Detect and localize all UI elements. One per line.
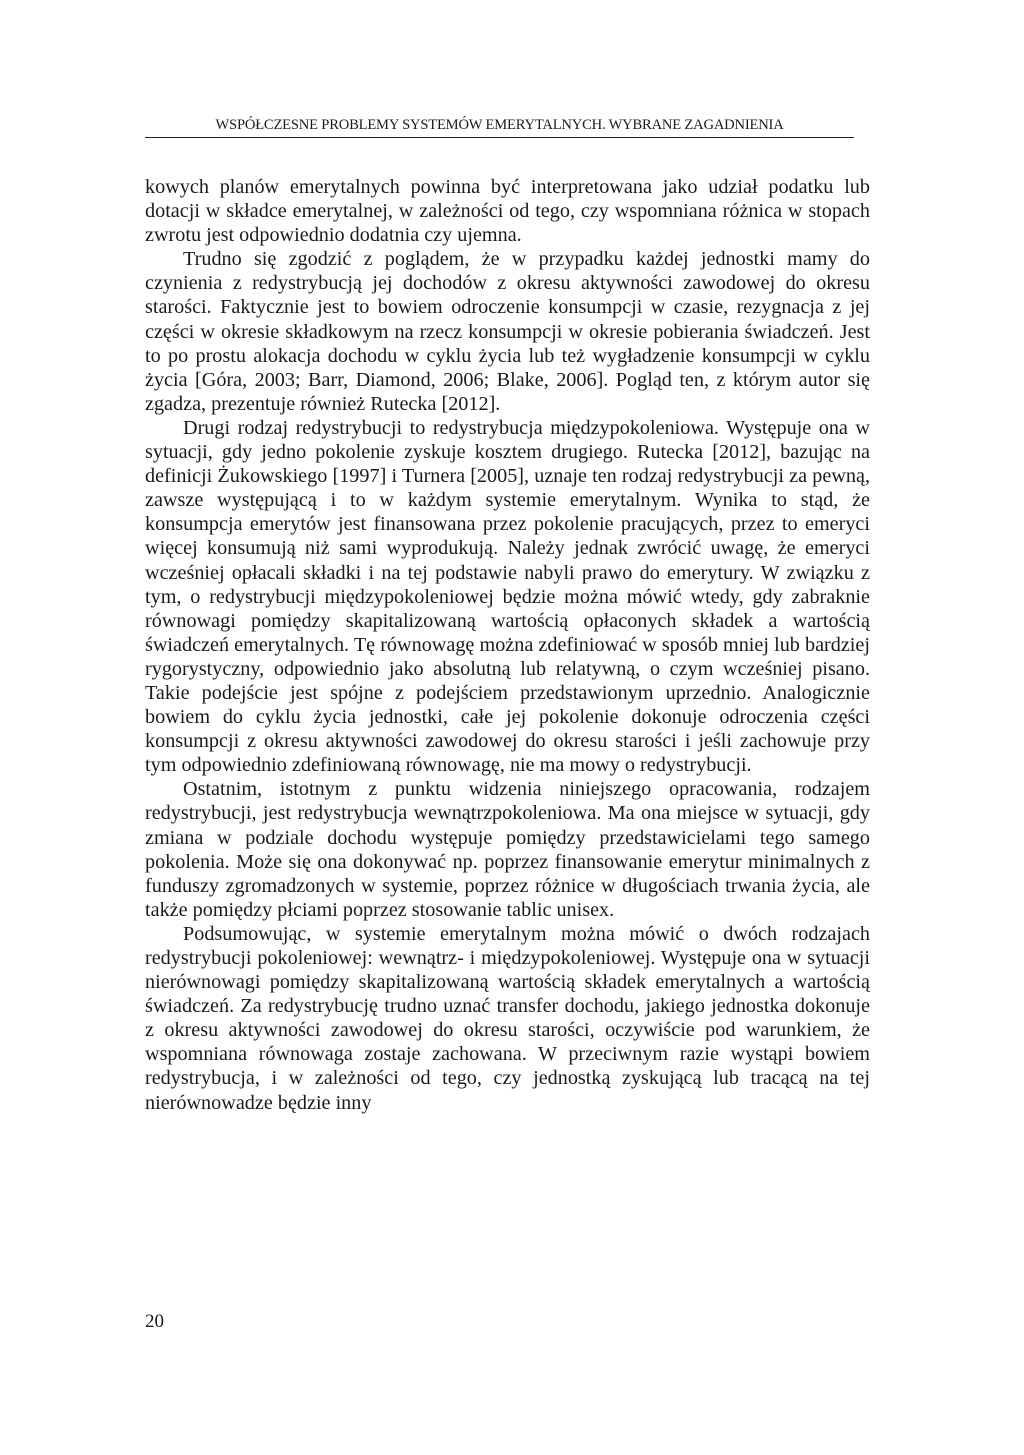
- paragraph-intragenerational-redistribution: Ostatnim, istotnym z punktu widzenia niniejszego opracowania, rodzajem redystrybucji, jest redystrybucja wewnątrzpokoleniowa. Ma ona miejsce w sytuacji, gdy zmiana w podziale dochodu występuje pomiędzy przedstawicielami tego samego pokolenia. Może się ona dokonywać np. poprzez finansowanie emerytur minimalnych z funduszy zgromadzonych w systemie, poprzez różnice w długościach trwania życia, ale także pomiędzy płciami poprzez stosowanie tablic unisex.: [145, 778, 870, 921]
- page-number: 20: [145, 1311, 164, 1332]
- header-rule: [145, 137, 854, 138]
- paragraph-summary: Podsumowując, w systemie emerytalnym można mówić o dwóch rodzajach redystrybucji pokoleniowej: wewnątrz- i międzypokoleniowej. Występuje ona w sytuacji nierównowagi pomiędzy skapitalizowaną wartością składek emerytalnych a wartością świadczeń. Za redystrybucję trudno uznać transfer dochodu, jakiego jednostka dokonuje z okresu aktywności zawodowej do okresu starości, oczywiście pod warunkiem, że wspomniana równowaga zostaje zachowana. W przeciwnym razie wystąpi bowiem redystrybucja, i w zależności od tego, czy jednostką zyskującą lub tracącą na tej nierównowadze będzie inny: [145, 922, 870, 1114]
- body-text: [145, 175, 870, 1115]
- paragraph-continuation: kowych planów emerytalnych powinna być interpretowana jako udział podatku lub dotacji w składce emerytalnej, w zależności od tego, czy wspomniana różnica w stopach zwrotu jest odpowiednio dodatnia czy ujemna.: [145, 176, 870, 247]
- running-header: WSPÓŁCZESNE PROBLEMY SYSTEMÓW EMERYTALNYCH. WYBRANE ZAGADNIENIA: [215, 117, 784, 133]
- paragraph-intergenerational-redistribution: Drugi rodzaj redystrybucji to redystrybucja międzypokoleniowa. Występuje ona w sytuacji, gdy jedno pokolenie zyskuje kosztem drugiego. Rutecka [2012], bazując na definicji Żukowskiego [1997] i Turnera [2005], uznaje ten rodzaj redystrybucji za pewną, zawsze występującą i to w każdym systemie emerytalnym. Wynika to stąd, że konsumpcja emerytów jest finansowana przez pokolenie pracujących, przez to emeryci więcej konsumują niż sami wyprodukują. Należy jednak zwrócić uwagę, że emeryci wcześniej opłacali składki i na tej podstawie nabyli prawo do emerytury. W związku z tym, o redystrybucji międzypokoleniowej będzie można mówić wtedy, gdy zabraknie równowagi pomiędzy skapitalizowaną wartością opłaconych składek a wartością świadczeń emerytalnych. Tę równowagę można zdefiniować w sposób mniej lub bardziej rygorystyczny, odpowiednio jako absolutną lub relatywną, o czym wcześniej pisano. Takie podejście jest spójne z podejściem przedstawionym uprzednio. Analogicznie bowiem do cyklu życia jednostki, całe jej pokolenie dokonuje odroczenia części konsumpcji z okresu aktywności zawodowej do okresu starości i jeśli zachowuje przy tym odpowiednio zdefiniowaną równowagę, nie ma mowy o redystrybucji.: [145, 416, 870, 777]
- paragraph-consumption-smoothing: Trudno się zgodzić z poglądem, że w przypadku każdej jednostki mamy do czynienia z redystrybucją jej dochodów z okresu aktywności zawodowej do okresu starości. Faktycznie jest to bowiem odroczenie konsumpcji w czasie, rezygnacja z jej części w okresie składkowym na rzecz konsumpcji w okresie pobierania świadczeń. Jest to po prostu alokacja dochodu w cyklu życia lub też wygładzenie konsumpcji w cyklu życia [Góra, 2003; Barr, Diamond, 2006; Blake, 2006]. Pogląd ten, z którym autor się zgadza, prezentuje również Rutecka [2012].: [145, 248, 870, 415]
